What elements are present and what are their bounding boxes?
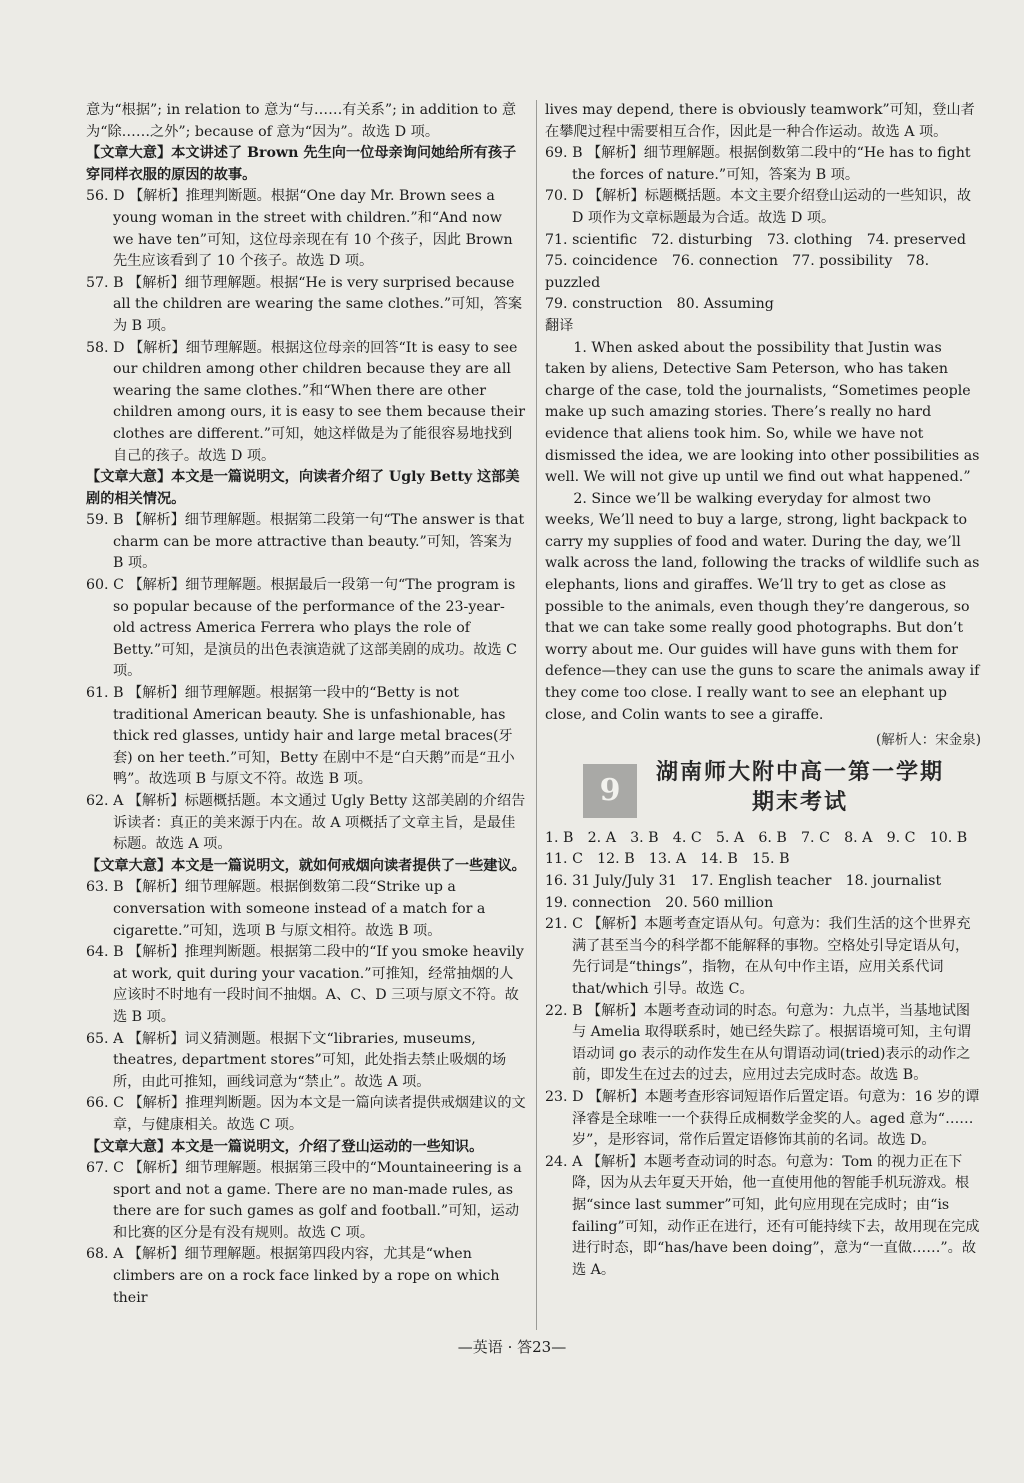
- answer-57: 57. B 【解析】细节理解题。根据“He is very surprised because all the children are wearing the same clothes.”可知，答案为 B 项。: [86, 274, 523, 334]
- answer-list: 19. connection 20. 560 million: [545, 894, 774, 911]
- page-footer: —英语 · 答23—: [457, 1338, 567, 1356]
- answer-list: 79. construction 80. Assuming: [545, 296, 774, 313]
- answer-list: 11. C 12. B 13. A 14. B 15. B: [545, 851, 790, 868]
- answer-62: 62. A 【解析】标题概括题。本文通过 Ugly Betty 这部美剧的介绍告诉读者：真正的美来源于内在。故 A 项概括了文章主旨，是最佳标题。故选 A 项。: [86, 793, 526, 853]
- right-column: [545, 100, 981, 1281]
- answer-list: 1. B 2. A 3. B 4. C 5. A 6. B 7. C 8. A 9. C 10. B: [545, 829, 968, 846]
- translation-2: 2. Since we’ll be walking everyday for almost two weeks, We’ll need to buy a large, strong, light backpack to carry my supplies of food and water. During the day, we’ll walk across the land, following the tracks of wildlife such as elephants, lions and giraffes. We’ll try to get as close as possible to the animals, even though they’re dangerous, so that we can take some really good photographs. But don’t worry about me. Our guides will have guns with them for defence—they can use the guns to scare the animals away if they come too close. I really want to see an elephant up close, and Colin wants to see a giraffe.: [545, 490, 980, 723]
- section-title-line1: 湖南师大附中高一第一学期: [655, 759, 944, 785]
- answer-64: 64. B 【解析】推理判断题。根据第二段中的“If you smoke heavily at work, quit during your vacation.”可推知，经常抽烟的人应该时不时地有一段时间不抽烟。A、C、D 三项与原文不符。故选 B 项。: [86, 944, 524, 1025]
- answer-67: 67. C 【解析】细节理解题。根据第三段中的“Mountaineering is a sport and not a game. There are no man-made rules, as there are for such games as golf and football.”可知，运动和比赛的区分是有没有规则。故选 C 项。: [86, 1160, 522, 1241]
- article-summary: 【文章大意】本文讲述了 Brown 先生向一位母亲询问她给所有孩子穿同样衣服的原因的故事。: [86, 145, 517, 183]
- answer-21: 21. C 【解析】本题考查定语从句。句意为：我们生活的这个世界充满了甚至当今的科学都不能解释的事物。空格处引导定语从句，先行词是“things”，指物，在从句中作主语，应用关系代词 that/which 引导。故选 C。: [545, 916, 971, 997]
- answer-list: 16. 31 July/July 31 17. English teacher 18. journalist: [545, 873, 942, 889]
- section-number-badge: 9: [583, 764, 637, 818]
- answer-23: 23. D 【解析】本题考查形容词短语作后置定语。句意为：16 岁的谭泽睿是全球唯一一个获得丘成桐数学金奖的人。aged 意为“……岁”，是形容词，常作后置定语修饰其前的名词。故选 D。: [545, 1088, 980, 1149]
- answer-63: 63. B 【解析】细节理解题。根据倒数第二段“Strike up a conversation with someone instead of a match for a cigarette.”可知，选项 B 与原文相符。故选 B 项。: [86, 879, 486, 939]
- answer-70: 70. D 【解析】标题概括题。本文主要介绍登山运动的一些知识，故 D 项作为文章标题最为合适。故选 D 项。: [545, 188, 972, 226]
- section-header: [545, 758, 981, 824]
- text-block: 意为“根据”; in relation to 意为“与……有关系”; in addition to 意为“除……之外”; because of 意为“因为”。故选 D 项。: [86, 102, 517, 140]
- answer-61: 61. B 【解析】细节理解题。根据第一段中的“Betty is not traditional American beauty. She is unfashionable, has thick red glasses, untidy hair and large metal braces(牙套) on her teeth.”可知，Betty 在剧中不是“白天鹅”而是“丑小鸭”。故选项 B 与原文不符。故选 B 项。: [86, 685, 515, 788]
- answer-69: 69. B 【解析】细节理解题。根据倒数第二段中的“He has to fight the forces of nature.”可知，答案为 B 项。: [545, 145, 971, 183]
- answer-58: 58. D 【解析】细节理解题。根据这位母亲的回答“It is easy to see our children among other children because they are all wearing the same clothes.”和“When there are other children among ours, it is easy to see them because their clothes are different.”可知，她这样做是为了能很容易地找到自己的孩子。故选 D 项。: [86, 339, 526, 464]
- answer-59: 59. B 【解析】细节理解题。根据第二段第一句“The answer is that charm can be more attractive than beauty.”可知，答案为 B 项。: [86, 512, 525, 572]
- answer-list: 75. coincidence 76. connection 77. possibility 78. puzzled: [545, 253, 930, 291]
- answer-list: 71. scientific 72. disturbing 73. clothing 74. preserved: [545, 231, 966, 248]
- article-summary: 【文章大意】本文是一篇说明文，向读者介绍了 Ugly Betty 这部美剧的相关情况。: [86, 469, 520, 507]
- translation-1: 1. When asked about the possibility that Justin was taken by aliens, Detective Sam Peterson, who has taken charge of the case, told the journalists, “Sometimes people make up such amazing stories. There’s really no hard evidence that aliens took him. So, while we have not dismissed the idea, we are looking into other possibilities as well. We will not give up until we find out what happened.”: [545, 339, 980, 486]
- article-summary: 【文章大意】本文是一篇说明文，介绍了登山运动的一些知识。: [86, 1138, 484, 1155]
- section-title: [655, 758, 945, 818]
- column-divider: [536, 100, 537, 1330]
- article-summary: 【文章大意】本文是一篇说明文，就如何戒烟向读者提供了一些建议。: [86, 857, 526, 874]
- answer-66: 66. C 【解析】推理判断题。因为本文是一篇向读者提供戒烟建议的文章，与健康相关。故选 C 项。: [86, 1095, 526, 1133]
- answer-22: 22. B 【解析】本题考查动词的时态。句意为：九点半，当基地试图与 Amelia 取得联系时，她已经失踪了。根据语境可知，主句谓语动词 go 表示的动作发生在从句谓语动词(tried)表示的动作之前，即发生在过去的过去，应用过去完成时态。故选 B。: [545, 1002, 972, 1084]
- answer-60: 60. C 【解析】细节理解题。根据最后一段第一句“The program is so popular because of the performance of the 23-year-old actress America Ferrera who plays the role of Betty.”可知，是演员的出色表演造就了这部美剧的成功。故选 C 项。: [86, 577, 517, 680]
- answer-24: 24. A 【解析】本题考查动词的时态。句意为：Tom 的视力正在下降，因为从去年夏天开始，他一直使用他的智能手机玩游戏。根据“since last summer”可知，此句应用现在完成时；由“is failing”可知，动作正在进行，还有可能持续下去，故用现在完成进行时态，即“has/have been doing”，意为“一直做……”。故选 A。: [545, 1153, 980, 1278]
- section-title-line2: 期末考试: [751, 789, 848, 815]
- left-column: [86, 100, 526, 1309]
- translation-heading: 翻译: [545, 317, 574, 334]
- answer-56: 56. D 【解析】推理判断题。根据“One day Mr. Brown sees a young woman in the street with children.”和“And now we have ten”可知，这位母亲现在有 10 个孩子，因此 Brown 先生应该看到了 10 个孩子。故选 D 项。: [86, 188, 513, 270]
- text-block: lives may depend, there is obviously teamwork”可知，登山者在攀爬过程中需要相互合作，因此是一种合作运动。故选 A 项。: [545, 102, 975, 140]
- credit-line: (解析人：宋金泉): [875, 732, 981, 749]
- answer-65: 65. A 【解析】词义猜测题。根据下文“libraries, museums, theatres, department stores”可知，此处指去禁止吸烟的场所，由此可推知，画线词意为“禁止”。故选 A 项。: [86, 1030, 507, 1090]
- answer-68: 68. A 【解析】细节理解题。根据第四段内容，尤其是“when climbers are on a rock face linked by a rope on which their: [86, 1246, 500, 1306]
